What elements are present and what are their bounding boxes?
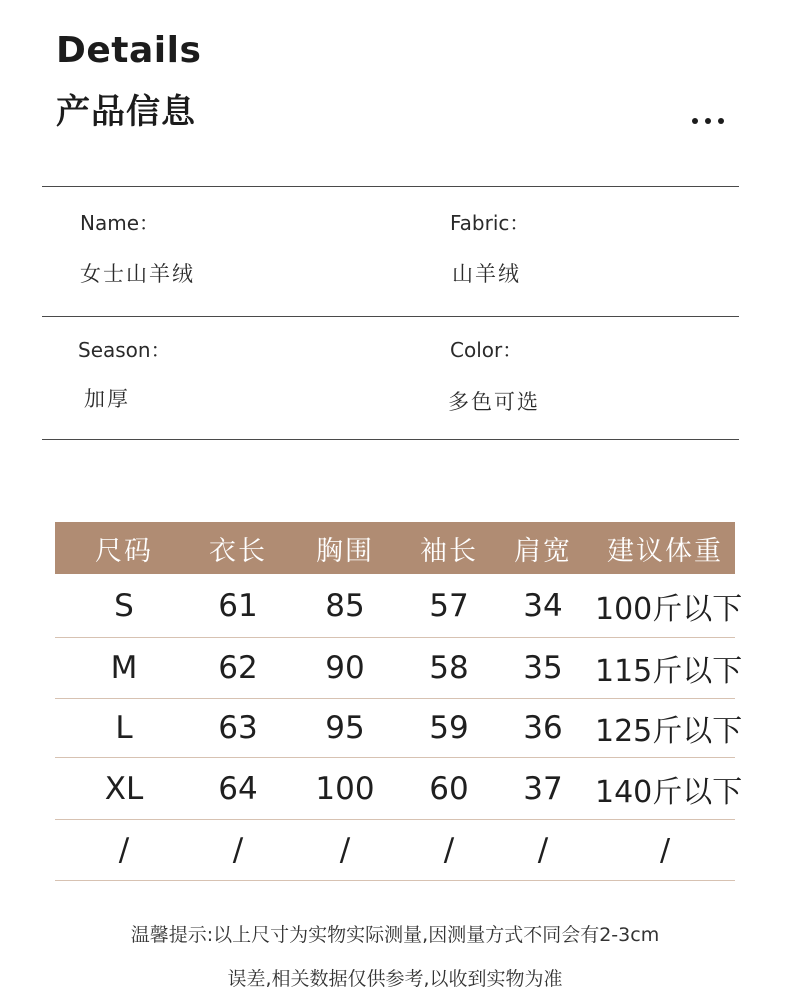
cell-sleeve: 59: [429, 710, 469, 746]
table-row: [55, 758, 743, 820]
header-sleeve: 袖长: [420, 535, 478, 567]
size-table: [55, 522, 743, 881]
header-shoulder: 肩宽: [514, 535, 572, 567]
color-value: 多色可选: [448, 390, 540, 414]
cell-sleeve: 60: [429, 770, 469, 807]
cell-bust: 95: [325, 710, 365, 746]
header-length: 衣长: [209, 535, 267, 567]
note-line-2: 误差,相关数据仅供参考,以收到实物为准: [227, 968, 563, 990]
cell-size: S: [114, 587, 134, 624]
cell-weight: 115斤以下: [595, 654, 743, 689]
note-line-1: 温馨提示:以上尺寸为实物实际测量,因测量方式不同会有2-3cm: [130, 924, 660, 946]
more-icon[interactable]: [692, 118, 724, 124]
size-table-header: [55, 522, 735, 574]
header-size: 尺码: [95, 535, 153, 567]
cell-length: 64: [218, 770, 258, 807]
table-row: [55, 699, 743, 758]
cell-sleeve: 58: [429, 650, 469, 686]
cell-shoulder: 35: [523, 650, 563, 686]
cell-length: 62: [218, 650, 258, 686]
cell-length: 63: [218, 710, 258, 746]
color-label: Color：: [450, 338, 523, 362]
title-en: Details: [56, 30, 202, 71]
divider-middle: [42, 316, 739, 317]
divider-bottom: [42, 439, 739, 440]
cell-sleeve: 57: [429, 587, 469, 624]
cell-length: 61: [218, 587, 258, 624]
fabric-label: Fabric：: [450, 211, 530, 235]
cell-weight: /: [659, 832, 671, 868]
cell-weight: 100斤以下: [595, 591, 743, 627]
cell-size: M: [110, 650, 138, 686]
cell-shoulder: /: [537, 832, 549, 868]
cell-length: /: [232, 832, 244, 868]
cell-shoulder: 36: [523, 710, 563, 746]
fabric-value: 山羊绒: [452, 262, 521, 286]
cell-shoulder: 34: [523, 587, 563, 624]
cell-size: L: [115, 710, 133, 746]
cell-sleeve: /: [443, 832, 455, 868]
season-value: 加厚: [84, 387, 130, 411]
table-row: [55, 820, 735, 881]
cell-weight: 140斤以下: [595, 774, 743, 810]
title-cn: 产品信息: [56, 92, 196, 132]
table-row: [55, 638, 743, 699]
cell-bust: 100: [315, 770, 375, 807]
season-label: Season：: [78, 338, 171, 362]
cell-shoulder: 37: [523, 770, 563, 807]
header-weight: 建议体重: [607, 535, 723, 567]
cell-weight: 125斤以下: [595, 714, 743, 749]
header-bust: 胸围: [316, 535, 374, 567]
cell-bust: 85: [325, 587, 365, 624]
cell-bust: 90: [325, 650, 365, 686]
cell-size: XL: [104, 770, 144, 807]
name-value: 女士山羊绒: [80, 262, 195, 286]
cell-bust: /: [339, 832, 351, 868]
table-row: [55, 574, 743, 638]
name-label: Name：: [80, 211, 160, 235]
cell-size: /: [118, 832, 130, 868]
divider-top: [42, 186, 739, 187]
